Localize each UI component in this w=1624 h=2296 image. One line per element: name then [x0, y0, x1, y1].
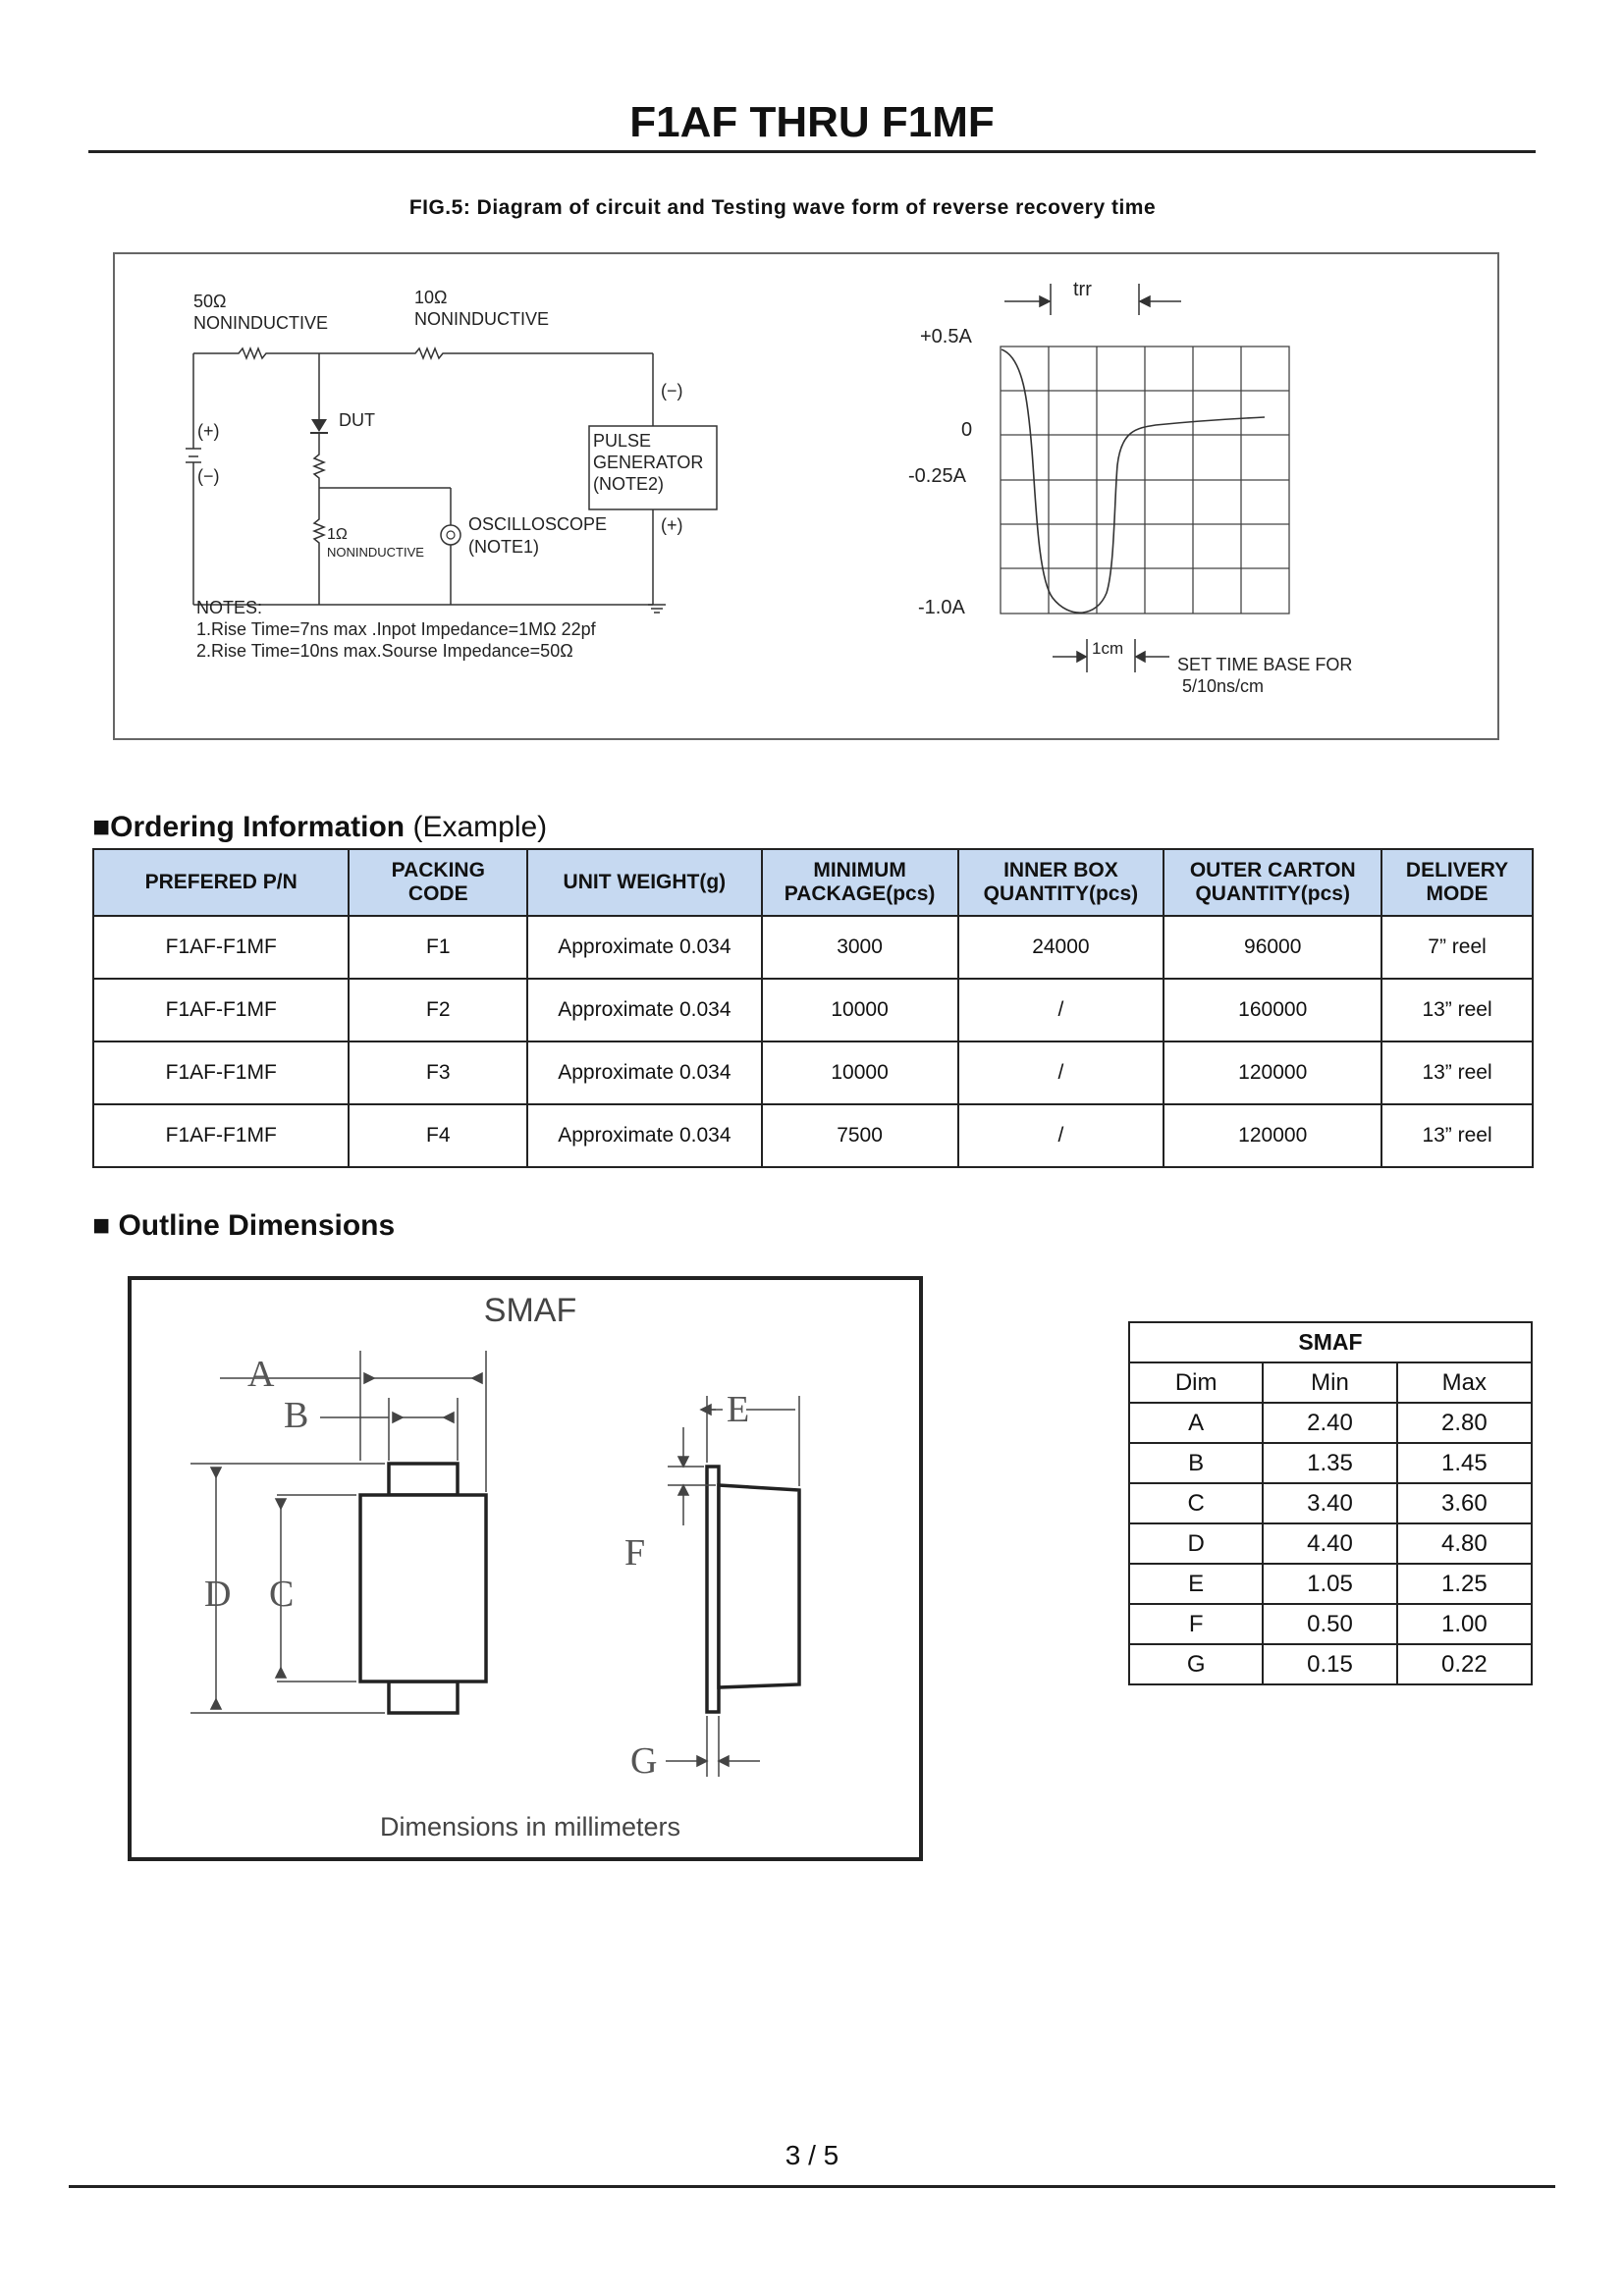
cell-max: 3.60	[1397, 1483, 1532, 1523]
cell-outer-carton: 120000	[1164, 1041, 1381, 1104]
outline-drawing-frame	[128, 1276, 923, 1861]
outline-drawing	[132, 1280, 919, 1857]
table-row	[1129, 1644, 1532, 1684]
header-divider	[88, 150, 1536, 153]
r3-value: 1Ω	[327, 526, 348, 543]
figure-frame	[113, 252, 1499, 740]
trr-markers	[1004, 284, 1181, 315]
side-view-body	[707, 1467, 799, 1712]
col-header-min-package: MINIMUM PACKAGE(pcs)	[762, 849, 958, 916]
cell-inner-box: /	[958, 1104, 1164, 1167]
notes-heading: NOTES:	[196, 598, 263, 617]
cell-min: 0.50	[1263, 1604, 1396, 1644]
dut-label: DUT	[339, 410, 375, 430]
top-view-body	[360, 1464, 486, 1713]
cell-max: 4.80	[1397, 1523, 1532, 1564]
package-name: SMAF	[483, 1292, 577, 1329]
pulse-gen-line-3: (NOTE2)	[593, 474, 664, 494]
col-header-outer-carton: OUTER CARTON QUANTITY(pcs)	[1164, 849, 1381, 916]
dim-label-d: D	[204, 1574, 232, 1615]
cell-inner-box: 24000	[958, 916, 1164, 979]
table-row	[1129, 1604, 1532, 1644]
r1-type: NONINDUCTIVE	[193, 313, 329, 333]
col-header-min: Min	[1263, 1362, 1396, 1403]
cell-max: 2.80	[1397, 1403, 1532, 1443]
r3-type: NONINDUCTIVE	[327, 545, 424, 560]
cell-dim: F	[1129, 1604, 1263, 1644]
cell-pn: F1AF-F1MF	[93, 1104, 349, 1167]
col-header-dim: Dim	[1129, 1362, 1263, 1403]
ordering-table	[92, 848, 1534, 1168]
cell-dim: C	[1129, 1483, 1263, 1523]
dim-label-c: C	[269, 1574, 295, 1615]
cell-outer-carton: 96000	[1164, 916, 1381, 979]
cell-min-package: 7500	[762, 1104, 958, 1167]
r2-value: 10Ω	[414, 288, 448, 307]
cell-min: 4.40	[1263, 1523, 1396, 1564]
cell-min: 0.15	[1263, 1644, 1396, 1684]
table-row	[93, 979, 1533, 1041]
cell-min: 1.05	[1263, 1564, 1396, 1604]
cell-outer-carton: 120000	[1164, 1104, 1381, 1167]
cell-delivery-mode: 7” reel	[1381, 916, 1533, 979]
cell-outer-carton: 160000	[1164, 979, 1381, 1041]
cell-max: 1.00	[1397, 1604, 1532, 1644]
cell-min: 2.40	[1263, 1403, 1396, 1443]
scale-1cm-label: 1cm	[1092, 639, 1124, 658]
oscilloscope-line-2: (NOTE1)	[468, 537, 539, 557]
table-row	[93, 916, 1533, 979]
cell-unit-weight: Approximate 0.034	[527, 1104, 762, 1167]
cell-dim: B	[1129, 1443, 1263, 1483]
ordering-header-row	[93, 849, 1533, 916]
diode-symbol	[311, 419, 327, 432]
cell-dim: D	[1129, 1523, 1263, 1564]
outline-heading: ■ Outline Dimensions	[92, 1209, 396, 1242]
page-number: 3 / 5	[785, 2140, 839, 2170]
trr-label: trr	[1073, 279, 1092, 300]
timebase-line-1: SET TIME BASE FOR	[1177, 655, 1353, 674]
section-bullet-icon: ■	[92, 811, 111, 843]
cell-pn: F1AF-F1MF	[93, 979, 349, 1041]
dimensions-header-row	[1129, 1362, 1532, 1403]
timebase-line-2: 5/10ns/cm	[1182, 676, 1265, 696]
table-row	[93, 1104, 1533, 1167]
recovery-waveform	[1001, 349, 1265, 613]
generator-plus: (+)	[661, 515, 683, 535]
table-row	[1129, 1443, 1532, 1483]
section-bullet-icon: ■	[92, 1209, 111, 1242]
dimensions-table-title: SMAF	[1129, 1322, 1532, 1362]
cell-packing-code: F1	[349, 916, 527, 979]
cell-packing-code: F3	[349, 1041, 527, 1104]
r2-type: NONINDUCTIVE	[414, 309, 550, 329]
cell-packing-code: F4	[349, 1104, 527, 1167]
col-header-pn: PREFERED P/N	[93, 849, 349, 916]
dim-label-a: A	[247, 1354, 275, 1395]
cell-dim: A	[1129, 1403, 1263, 1443]
y-label-minus-0-25a: -0.25A	[908, 465, 966, 487]
units-note: Dimensions in millimeters	[379, 1812, 681, 1842]
table-row	[1129, 1483, 1532, 1523]
oscilloscope-symbol	[441, 525, 460, 545]
cell-unit-weight: Approximate 0.034	[527, 979, 762, 1041]
cell-dim: E	[1129, 1564, 1263, 1604]
oscilloscope-line-1: OSCILLOSCOPE	[468, 514, 608, 534]
cell-pn: F1AF-F1MF	[93, 1041, 349, 1104]
cell-inner-box: /	[958, 979, 1164, 1041]
note-1: 1.Rise Time=7ns max .Inpot Impedance=1MΩ 22pf	[196, 619, 596, 639]
table-row	[1129, 1403, 1532, 1443]
footer-divider	[69, 2185, 1555, 2188]
cell-min-package: 10000	[762, 979, 958, 1041]
battery-plus: (+)	[197, 421, 220, 441]
cell-unit-weight: Approximate 0.034	[527, 916, 762, 979]
dimensions-table	[1128, 1321, 1533, 1685]
circuit-and-waveform-diagram	[115, 254, 1497, 738]
cell-inner-box: /	[958, 1041, 1164, 1104]
dim-label-b: B	[284, 1395, 309, 1436]
table-row	[93, 1041, 1533, 1104]
ordering-heading: ■Ordering Information (Example)	[92, 811, 548, 843]
dimensions-caption-row	[1129, 1322, 1532, 1362]
col-header-delivery-mode: DELIVERY MODE	[1381, 849, 1533, 916]
col-header-inner-box: INNER BOX QUANTITY(pcs)	[958, 849, 1164, 916]
r1-value: 50Ω	[193, 292, 227, 311]
dim-label-e: E	[727, 1389, 750, 1430]
figure-caption: FIG.5: Diagram of circuit and Testing wave form of reverse recovery time	[408, 196, 1157, 219]
y-label-plus-0-5a: +0.5A	[920, 326, 972, 347]
generator-minus: (−)	[661, 381, 683, 400]
dim-label-g: G	[630, 1740, 658, 1782]
note-2: 2.Rise Time=10ns max.Sourse Impedance=50Ω	[196, 641, 573, 661]
col-header-max: Max	[1397, 1362, 1532, 1403]
pulse-gen-line-1: PULSE	[593, 431, 652, 451]
cell-delivery-mode: 13” reel	[1381, 979, 1533, 1041]
cell-min-package: 3000	[762, 916, 958, 979]
cell-delivery-mode: 13” reel	[1381, 1041, 1533, 1104]
table-row	[1129, 1523, 1532, 1564]
ordering-heading-suffix: (Example)	[412, 811, 548, 843]
y-label-zero: 0	[961, 419, 973, 441]
cell-packing-code: F2	[349, 979, 527, 1041]
cell-delivery-mode: 13” reel	[1381, 1104, 1533, 1167]
page-title: F1AF THRU F1MF	[629, 98, 995, 146]
cell-min: 3.40	[1263, 1483, 1396, 1523]
dim-label-f: F	[624, 1532, 646, 1574]
table-row	[1129, 1564, 1532, 1604]
battery-minus: (−)	[197, 466, 220, 486]
pulse-gen-line-2: GENERATOR	[593, 453, 704, 472]
cell-max: 0.22	[1397, 1644, 1532, 1684]
cell-unit-weight: Approximate 0.034	[527, 1041, 762, 1104]
cell-min-package: 10000	[762, 1041, 958, 1104]
col-header-packing-code: PACKING CODE	[349, 849, 527, 916]
cell-dim: G	[1129, 1644, 1263, 1684]
y-label-minus-1-0a: -1.0A	[918, 597, 965, 618]
cell-max: 1.25	[1397, 1564, 1532, 1604]
col-header-unit-weight: UNIT WEIGHT(g)	[527, 849, 762, 916]
cell-pn: F1AF-F1MF	[93, 916, 349, 979]
cell-max: 1.45	[1397, 1443, 1532, 1483]
cell-min: 1.35	[1263, 1443, 1396, 1483]
